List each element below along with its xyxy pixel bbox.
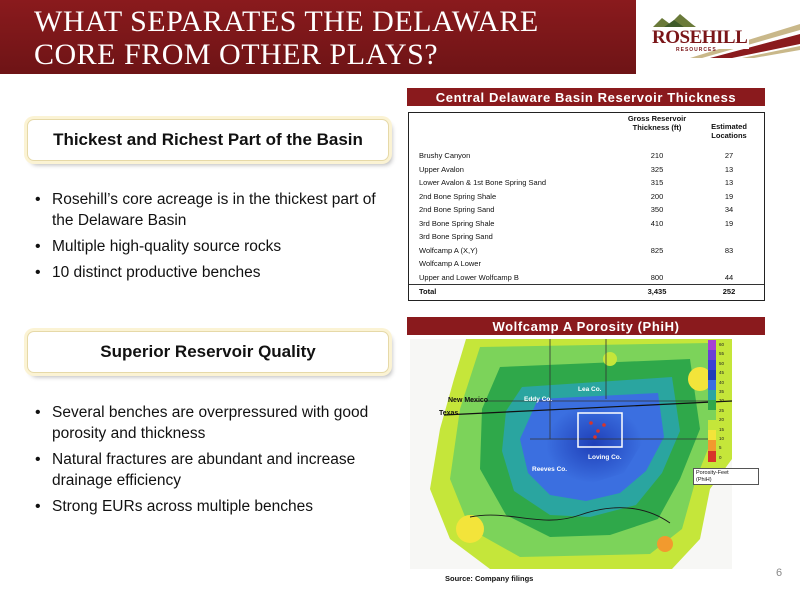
source-note: Source: Company filings bbox=[445, 574, 534, 583]
thickness-table bbox=[408, 112, 765, 301]
table-row bbox=[409, 149, 764, 162]
row-name: 2nd Bone Spring Shale bbox=[419, 191, 497, 201]
row-thickness: 315 bbox=[650, 178, 664, 187]
col-header-gross-thickness: Gross Reservoir Thickness (ft) bbox=[627, 114, 687, 132]
legend-tick-label: 35 bbox=[719, 389, 725, 395]
porosity-map-graphic bbox=[410, 339, 732, 569]
page-title bbox=[34, 5, 634, 71]
table-row bbox=[409, 244, 764, 257]
bullet-item: • Strong EURs across multiple benches bbox=[30, 496, 390, 517]
col-header-estimated-locations: Estimated Locations bbox=[711, 122, 747, 140]
row-thickness: 200 bbox=[650, 191, 664, 201]
map-hotspot bbox=[456, 515, 484, 543]
total-locations: 252 bbox=[722, 287, 736, 296]
map-label-new-mexico: New Mexico bbox=[448, 397, 489, 404]
row-name: Wolfcamp A (X,Y) bbox=[419, 245, 478, 255]
table-row bbox=[409, 203, 764, 216]
table-title: Central Delaware Basin Reservoir Thickness bbox=[407, 88, 765, 106]
table-total-row bbox=[409, 284, 764, 297]
map-well-dot bbox=[596, 429, 600, 433]
row-locations: 19 bbox=[724, 191, 734, 201]
map-label-eddy: Eddy Co. bbox=[524, 396, 553, 403]
row-name: Upper Avalon bbox=[419, 164, 464, 174]
table-header bbox=[409, 115, 764, 149]
map-legend-labels bbox=[719, 340, 733, 464]
total-thickness: 3,435 bbox=[647, 287, 667, 296]
row-name: 3rd Bone Spring Shale bbox=[419, 218, 495, 228]
map-label-lea: Lea Co. bbox=[578, 386, 602, 393]
row-thickness: 210 bbox=[650, 151, 664, 160]
map-hotspot bbox=[657, 536, 673, 552]
table-row bbox=[409, 271, 764, 284]
table-row bbox=[409, 176, 764, 189]
table-row bbox=[409, 217, 764, 230]
bullet-item: • Multiple high-quality source rocks bbox=[30, 236, 390, 257]
bullet-item: • Several benches are overpressured with good porosity and thickness bbox=[30, 402, 390, 444]
callout-thickest: Thickest and Richest Part of the Basin bbox=[27, 119, 389, 161]
legend-tick-label: 25 bbox=[719, 407, 725, 413]
row-name: 2nd Bone Spring Sand bbox=[419, 205, 495, 214]
bullet-item: • Natural fractures are abundant and increase drainage efficiency bbox=[30, 449, 390, 491]
map-label-reeves: Reeves Co. bbox=[532, 466, 568, 473]
bullet-item: • 10 distinct productive benches bbox=[30, 262, 390, 283]
row-locations: 27 bbox=[724, 151, 734, 160]
map-label-loving: Loving Co. bbox=[588, 454, 622, 461]
row-locations: 13 bbox=[724, 164, 734, 174]
bullet-list-thickest bbox=[30, 189, 390, 288]
page-number: 6 bbox=[776, 567, 783, 579]
page-title-line-1: WHAT SEPARATES THE DELAWARE bbox=[34, 5, 539, 38]
legend-tick-label: 20 bbox=[719, 417, 725, 423]
logo-wordmark: ROSEHILL bbox=[652, 27, 748, 48]
row-thickness: 825 bbox=[650, 245, 664, 255]
logo-subtitle: RESOURCES bbox=[676, 47, 717, 53]
page-title-line-2: CORE FROM OTHER PLAYS? bbox=[34, 38, 439, 71]
table-row bbox=[409, 257, 764, 270]
row-name: Brushy Canyon bbox=[419, 151, 471, 160]
row-locations: 83 bbox=[724, 245, 734, 255]
row-locations: 44 bbox=[724, 272, 734, 282]
row-locations: 19 bbox=[724, 218, 734, 228]
row-thickness: 350 bbox=[650, 205, 664, 214]
total-label: Total bbox=[419, 287, 437, 296]
legend-caption-line-2: (PhiH) bbox=[696, 477, 712, 483]
legend-tick-label: 45 bbox=[719, 370, 725, 376]
porosity-map bbox=[410, 339, 732, 569]
map-title: Wolfcamp A Porosity (PhiH) bbox=[407, 317, 765, 335]
callout-reservoir-quality: Superior Reservoir Quality bbox=[27, 331, 389, 373]
legend-tick-label: 50 bbox=[719, 360, 725, 366]
row-thickness: 410 bbox=[650, 218, 664, 228]
bullet-list-reservoir bbox=[30, 402, 390, 522]
row-name: Lower Avalon & 1st Bone Spring Sand bbox=[419, 178, 547, 187]
row-locations: 34 bbox=[724, 205, 734, 214]
legend-tick-label: 10 bbox=[719, 436, 725, 442]
map-well-dot bbox=[589, 421, 593, 425]
map-label-texas: Texas bbox=[439, 410, 459, 417]
map-well-dot bbox=[593, 435, 597, 439]
table-row bbox=[409, 190, 764, 203]
map-well-dot bbox=[602, 423, 606, 427]
table-row bbox=[409, 230, 764, 243]
row-name: Wolfcamp A Lower bbox=[419, 259, 481, 268]
map-legend-colorbar bbox=[708, 340, 716, 462]
legend-tick-label: 60 bbox=[719, 342, 725, 347]
table-row bbox=[409, 163, 764, 176]
map-hotspot bbox=[603, 352, 617, 366]
row-name: 3rd Bone Spring Sand bbox=[419, 232, 493, 241]
legend-tick-label: 40 bbox=[719, 379, 725, 385]
legend-tick-label: 30 bbox=[719, 398, 725, 404]
row-thickness: 800 bbox=[650, 272, 664, 282]
legend-tick-label: 55 bbox=[719, 351, 725, 357]
legend-tick-label: 15 bbox=[719, 426, 725, 432]
legend-caption-line-1: Porosity-Feet bbox=[696, 470, 729, 476]
bullet-item: • Rosehill’s core acreage is in the thickest part of the Delaware Basin bbox=[30, 189, 390, 231]
row-name: Upper and Lower Wolfcamp B bbox=[419, 272, 519, 282]
row-thickness: 325 bbox=[650, 164, 664, 174]
legend-tick-label: 5 bbox=[719, 445, 722, 451]
map-legend-caption bbox=[693, 468, 759, 485]
legend-tick-label: 0 bbox=[719, 454, 722, 460]
row-locations: 13 bbox=[724, 178, 734, 187]
